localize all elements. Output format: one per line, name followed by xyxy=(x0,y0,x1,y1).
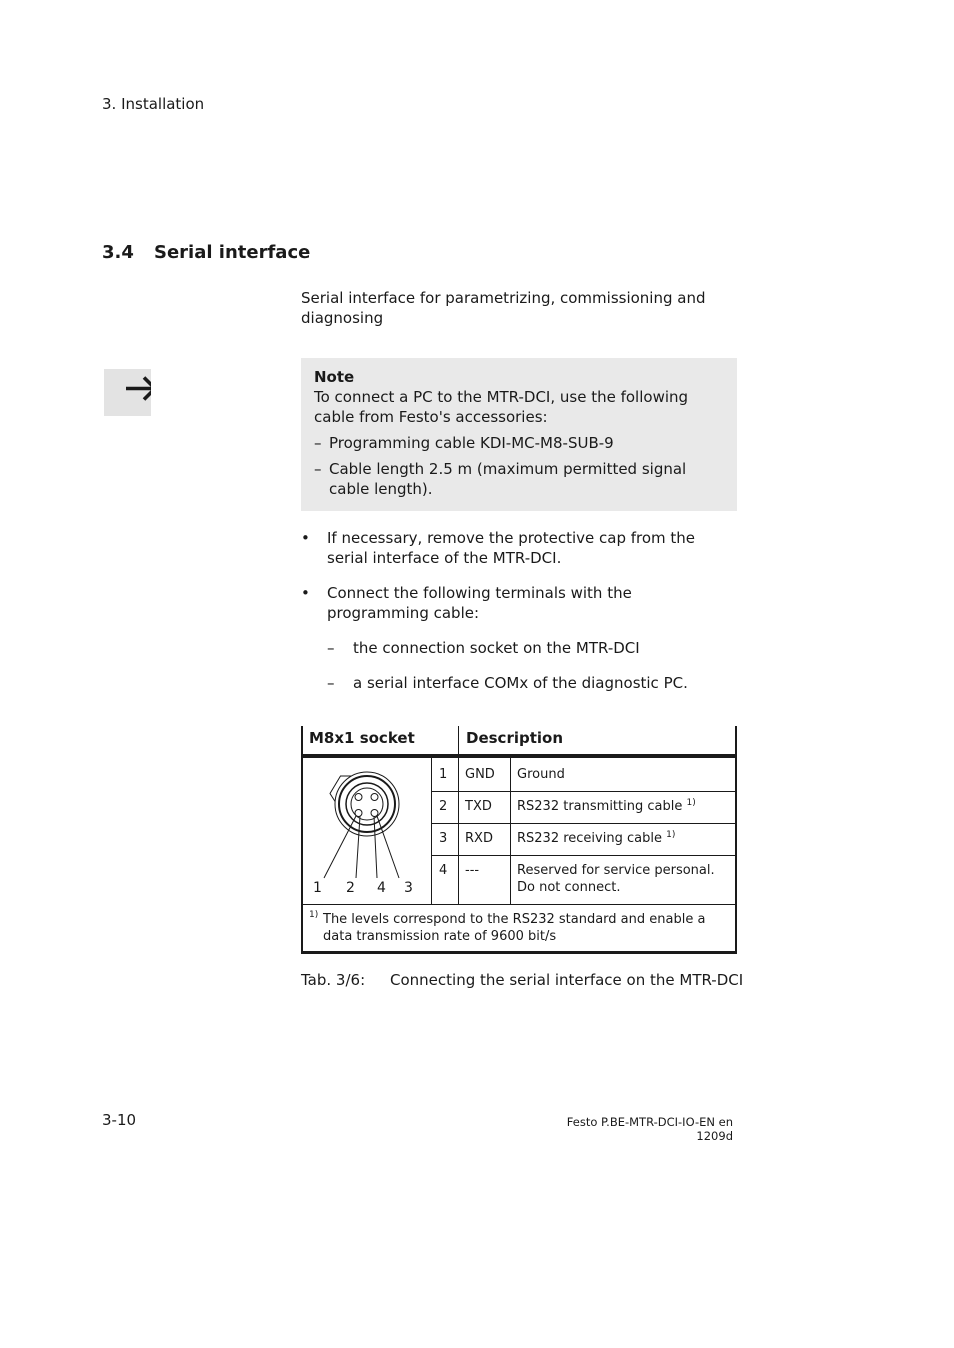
note-title: Note xyxy=(314,368,355,386)
table-border xyxy=(735,726,737,954)
sub-item xyxy=(327,638,721,658)
description-text: Ground xyxy=(517,767,565,782)
pin-description xyxy=(517,766,565,783)
pin-number: 2 xyxy=(439,799,448,814)
table-divider xyxy=(458,726,459,904)
bullet-marker: • xyxy=(301,584,310,602)
table-footnote xyxy=(309,911,729,945)
dash-marker: – xyxy=(327,674,335,692)
instruction-text: If necessary, remove the protective cap from the serial interface of the MTR-DCI. xyxy=(327,529,696,567)
table-divider xyxy=(431,758,432,904)
pin-number: 3 xyxy=(439,831,448,846)
running-head: 3. Installation xyxy=(102,95,205,113)
description-text: Reserved for service personal. xyxy=(517,863,715,878)
arrow-right-icon xyxy=(104,369,151,416)
pin-label: 3 xyxy=(404,880,413,896)
footnote-text: The levels correspond to the RS232 standard and enable a data transmission rate of 9600 bit/s xyxy=(323,912,706,944)
footnote-marker: 1) xyxy=(686,798,696,808)
pin-signal: TXD xyxy=(465,799,492,814)
instruction-text: Connect the following terminals with the programming cable: xyxy=(327,584,632,622)
note-item xyxy=(314,459,724,499)
pin-description xyxy=(517,830,675,847)
section-heading xyxy=(102,242,310,263)
dash-marker: – xyxy=(314,434,322,452)
pin-label: 2 xyxy=(346,880,355,896)
note-item-text: Programming cable KDI-MC-M8-SUB-9 xyxy=(329,434,614,452)
note-item xyxy=(314,433,724,453)
sub-list xyxy=(301,638,721,693)
pin-signal: --- xyxy=(465,863,480,878)
footnote-rule xyxy=(301,904,737,905)
caption-text: Connecting the serial interface on the MTR-DCI xyxy=(390,971,744,989)
table-bottom-rule xyxy=(301,951,737,954)
description-text: RS232 receiving cable xyxy=(517,831,662,846)
pin-table xyxy=(301,726,737,954)
section-title: Serial interface xyxy=(154,242,311,263)
dash-marker: – xyxy=(327,639,335,657)
header-rule xyxy=(301,754,737,758)
row-rule xyxy=(431,823,737,824)
table-border xyxy=(301,726,303,954)
bullet-marker: • xyxy=(301,529,310,547)
table-caption xyxy=(301,971,743,989)
pin-signal: RXD xyxy=(465,831,493,846)
pin-description xyxy=(517,862,715,896)
document-id: Festo P.BE-MTR-DCI-IO-EN en 1209d xyxy=(566,1115,733,1143)
footnote-mark: 1) xyxy=(309,910,319,920)
section-number: 3.4 xyxy=(102,242,134,263)
page-number: 3-10 xyxy=(102,1111,137,1129)
pin-number: 4 xyxy=(439,863,448,878)
note-item-text: Cable length 2.5 m (maximum permitted signal cable length). xyxy=(329,460,687,498)
row-rule xyxy=(431,855,737,856)
pin-label: 1 xyxy=(313,880,322,896)
instruction-item xyxy=(301,528,721,568)
instruction-list xyxy=(301,528,721,693)
instruction-item xyxy=(301,583,721,623)
description-text: RS232 transmitting cable xyxy=(517,799,683,814)
intro-paragraph: Serial interface for parametrizing, commissioning and diagnosing xyxy=(301,289,706,327)
row-rule xyxy=(431,791,737,792)
sub-item-text: the connection socket on the MTR-DCI xyxy=(353,639,640,657)
pin-number: 1 xyxy=(439,767,448,782)
pin-label: 4 xyxy=(377,880,386,896)
pin-leader-1 xyxy=(324,816,356,878)
socket-outer-ring xyxy=(335,772,399,836)
note-text: To connect a PC to the MTR-DCI, use the following cable from Festo's accessories: xyxy=(314,388,689,426)
header-socket: M8x1 socket xyxy=(309,729,415,747)
pin-signal: GND xyxy=(465,767,495,782)
pin-description xyxy=(517,798,696,815)
note-box xyxy=(301,358,737,511)
sub-item-text: a serial interface COMx of the diagnostic PC. xyxy=(353,674,688,692)
sub-item xyxy=(327,673,721,693)
header-description: Description xyxy=(466,729,564,747)
dash-marker: – xyxy=(314,460,322,478)
caption-label: Tab. 3/6: xyxy=(301,971,366,989)
table-divider xyxy=(510,758,511,904)
footnote-marker: 1) xyxy=(666,830,676,840)
description-text: Do not connect. xyxy=(517,880,621,895)
